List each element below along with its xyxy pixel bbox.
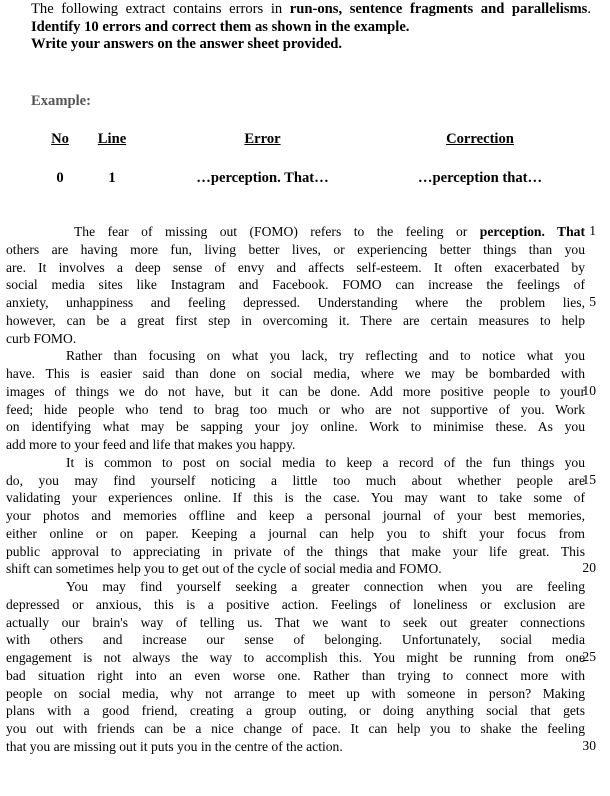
passage-line: with others and increase our sense of belonging. Unfortunately, social media: [6, 632, 585, 648]
passage-line: actually our brain's way of telling us. That we want to seek out greater connections: [6, 614, 585, 630]
passage-line: You may find yourself seeking a greater connection when you are feeling: [66, 579, 585, 594]
passage-line: people on social media, why not arrange to meet up with someone in person? Making: [6, 685, 585, 701]
passage-line: you out with friends can be a nice change of pace. It can help you to shake the feeling: [6, 721, 585, 736]
passage-line: do, you may find yourself noticing a little too much about whether people are: [6, 472, 585, 488]
line-number: 1: [589, 223, 596, 238]
header-line: Line: [97, 131, 127, 147]
passage-line: bad situation right into an even worse one. Rather than trying to connect more with: [6, 667, 585, 683]
header-correction: Correction: [446, 131, 514, 147]
instruction-bold-text: run-ons, sentence fragments and parallelisms: [289, 1, 588, 17]
instruction-text: .: [587, 1, 591, 17]
header-error: Error: [244, 131, 281, 147]
passage-line: are. It involves a deep sense of envy and affects self-esteem. It often exacerbated by: [6, 259, 585, 275]
passage-line: anxiety, unhappiness and feeling depressed. Understanding where the problem lies,: [6, 295, 585, 310]
instruction-line-3: Write your answers on the answer sheet provided.: [31, 36, 343, 52]
passage-line: however, can be a great first step in overcoming it. There are certain measures to help: [6, 312, 585, 328]
instruction-text: The following extract contains errors in: [31, 1, 290, 17]
passage-line: validating your experiences online. If this is the case. You may want to take some of: [6, 490, 585, 506]
instructions: [31, 1, 591, 54]
example-table-header: [0, 131, 610, 151]
passage-line: public approval to appreciating in private of the things that make your life great. This: [6, 543, 585, 559]
passage-text: The fear of missing out (FOMO) refers to the feeling or: [74, 224, 480, 239]
passage-line: engagement is not always the way to accomplish this. You might be running from one: [6, 650, 585, 665]
example-no: 0: [56, 170, 64, 186]
passage: [6, 223, 585, 756]
instruction-line-2: Identify 10 errors and correct them as shown in the example.: [31, 18, 410, 35]
header-no: No: [51, 131, 69, 147]
line-number: 15: [582, 471, 596, 487]
passage-line: on identifying what may be sapping your joy online. Work to minimise these. As you: [6, 419, 585, 435]
line-number: 20: [582, 560, 596, 576]
line-number: 10: [582, 382, 596, 398]
passage-line: depressed or anxious, this is a positive action. Feelings of loneliness or exclusion are: [6, 596, 585, 612]
passage-line: Rather than focusing on what you lack, try reflecting and to notice what you: [66, 348, 585, 364]
passage-line: either online or on paper. Keeping a journal can help you to shift your focus from: [6, 525, 585, 541]
example-error: …perception. That…: [196, 170, 329, 186]
passage-line: that you are missing out it puts you in the centre of the action.: [6, 738, 343, 754]
passage-line: add more to your feed and life that makes you happy.: [6, 437, 296, 452]
passage-line: social media sites like Instagram and Facebook. FOMO can increase the feelings of: [6, 277, 585, 293]
passage-line: It is common to post on social media to keep a record of the fun things you: [66, 454, 585, 470]
passage-line: plans with a good friend, creating a group outing, or doing anything social that gets: [6, 703, 585, 719]
example-table-row: [0, 170, 610, 190]
line-number: 5: [589, 294, 596, 309]
instruction-line-1: [31, 1, 591, 19]
passage-line: shift can sometimes help you to get out of the cycle of social media and FOMO.: [6, 561, 442, 577]
example-line: 1: [108, 170, 116, 186]
passage-line: images of things we do not have, but it can be done. Add more positive people to your: [6, 383, 585, 399]
passage-line: your photos and memories offline and keep a personal journal of your best memories,: [6, 508, 585, 523]
example-correction: …perception that…: [417, 170, 543, 186]
passage-line: [6, 223, 585, 241]
passage-bold-text: perception. That: [479, 224, 586, 239]
passage-line: others are having more fun, living better lives, or experiencing better things than you: [6, 241, 585, 257]
example-label: Example:: [31, 93, 91, 109]
passage-line: curb FOMO.: [6, 330, 77, 346]
line-number: 25: [582, 649, 596, 664]
line-number: 30: [582, 737, 596, 753]
passage-line: feed; hide people who tend to brag too much or who are not supportive of you. Work: [6, 401, 585, 417]
passage-line: have. This is easier said than done on social media, where we may be bombarded with: [6, 366, 585, 381]
